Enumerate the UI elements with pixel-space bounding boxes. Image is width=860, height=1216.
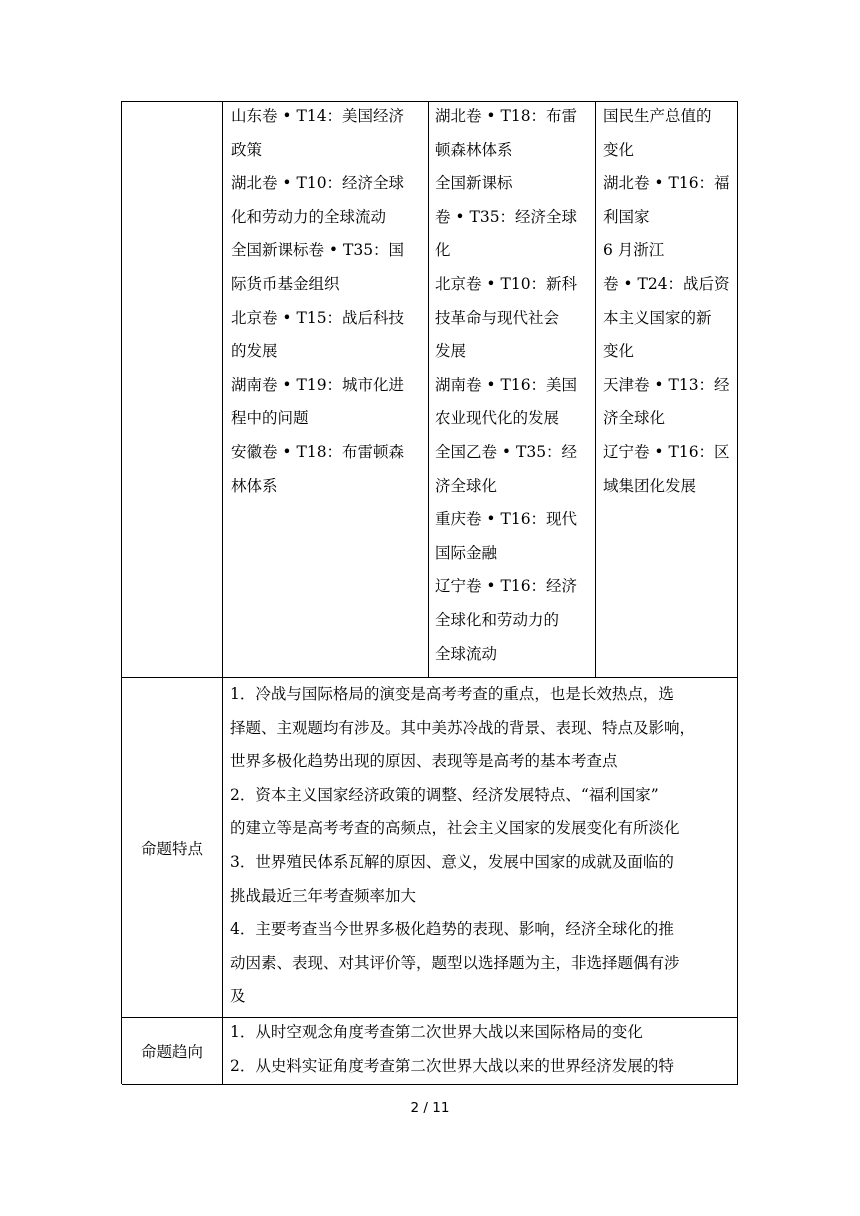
text-line: 辽宁卷 • T16：经济 bbox=[435, 577, 578, 596]
text-line: 的建立等是高考考查的高频点，社会主义国家的发展变化有所淡化 bbox=[230, 819, 680, 838]
table-row-proposition-features bbox=[122, 678, 738, 1018]
text-line: 全球流动 bbox=[435, 644, 498, 663]
text-line: 重庆卷 • T16：现代 bbox=[435, 510, 578, 529]
text-line: 6 月浙江 bbox=[603, 241, 665, 260]
text-line: 政策 bbox=[231, 140, 263, 159]
text-line: 4．主要考查当今世界多极化趋势的表现、影响，经济全球化的推 bbox=[230, 920, 674, 939]
exam-papers-column-1 bbox=[223, 102, 429, 677]
text-line: 湖北卷 • T16：福 bbox=[603, 174, 730, 193]
text-line: 动因素、表现、对其评价等，题型以选择题为主，非选择题偶有涉 bbox=[230, 953, 680, 972]
text-line: 北京卷 • T15：战后科技 bbox=[231, 308, 405, 327]
proposition-features-content bbox=[223, 678, 738, 1017]
text-line: 利国家 bbox=[603, 207, 650, 226]
text-line: 国际金融 bbox=[435, 543, 498, 562]
proposition-trends-content bbox=[223, 1018, 738, 1084]
text-line: 天津卷 • T13：经 bbox=[603, 375, 730, 394]
text-line: 域集团化发展 bbox=[603, 476, 697, 495]
text-line: 湖北卷 • T18：布雷 bbox=[435, 107, 578, 125]
text-line: 化和劳动力的全球流动 bbox=[231, 207, 387, 226]
text-line: 湖北卷 • T10：经济全球 bbox=[231, 174, 405, 193]
exam-analysis-table bbox=[121, 101, 738, 1084]
text-line: 的发展 bbox=[231, 342, 278, 361]
text-line: 济全球化 bbox=[603, 409, 666, 428]
text-line: 顿森林体系 bbox=[435, 140, 513, 159]
row-label-proposition-features: 命题特点 bbox=[140, 839, 203, 858]
text-line: 湖南卷 • T19：城市化进 bbox=[231, 375, 405, 394]
text-line: 本主义国家的新 bbox=[603, 308, 712, 327]
table-row-proposition-trends bbox=[122, 1018, 738, 1085]
text-line: 化 bbox=[435, 241, 451, 260]
text-line: 国民生产总值的 bbox=[603, 107, 712, 125]
table-row-exam-papers bbox=[122, 102, 738, 678]
text-line: 变化 bbox=[603, 140, 635, 159]
text-line: 全国新课标 bbox=[435, 174, 513, 193]
text-line: 湖南卷 • T16：美国 bbox=[435, 375, 578, 394]
text-line: 际货币基金组织 bbox=[231, 274, 340, 293]
text-line: 1．从时空观念角度考查第二次世界大战以来国际格局的变化 bbox=[230, 1023, 643, 1041]
text-line: 2．资本主义国家经济政策的调整、经济发展特点、“福利国家” bbox=[230, 785, 659, 804]
text-line: 山东卷 • T14：美国经济 bbox=[231, 107, 405, 125]
text-line: 林体系 bbox=[231, 476, 278, 495]
text-line: 卷 • T24：战后资 bbox=[603, 274, 730, 293]
row-label-cell bbox=[122, 102, 223, 677]
text-line: 辽宁卷 • T16：区 bbox=[603, 442, 730, 461]
text-line: 变化 bbox=[603, 342, 635, 361]
text-line: 技革命与现代社会 bbox=[435, 308, 560, 327]
exam-papers-column-2 bbox=[429, 102, 596, 677]
text-line: 全国乙卷 • T35：经 bbox=[435, 442, 578, 461]
text-line: 3．世界殖民体系瓦解的原因、意义，发展中国家的成就及面临的 bbox=[230, 852, 674, 871]
text-line: 程中的问题 bbox=[231, 409, 309, 428]
row-label-cell bbox=[122, 1018, 223, 1084]
text-line: 挑战最近三年考查频率加大 bbox=[230, 886, 417, 905]
text-line: 农业现代化的发展 bbox=[435, 409, 560, 428]
text-line: 2．从史料实证角度考查第二次世界大战以来的世界经济发展的特 bbox=[230, 1056, 674, 1075]
text-line: 北京卷 • T10：新科 bbox=[435, 274, 578, 293]
row-label-proposition-trends: 命题趋向 bbox=[140, 1043, 203, 1061]
text-line: 全国新课标卷 • T35：国 bbox=[231, 241, 405, 260]
row-label-cell bbox=[122, 678, 223, 1017]
text-line: 及 bbox=[230, 987, 246, 1006]
text-line: 全球化和劳动力的 bbox=[435, 610, 560, 629]
text-line: 卷 • T35：经济全球 bbox=[435, 207, 578, 226]
text-line: 安徽卷 • T18：布雷顿森 bbox=[231, 442, 405, 461]
exam-papers-column-3 bbox=[596, 102, 738, 677]
text-line: 世界多极化趋势出现的原因、表现等是高考的基本考查点 bbox=[230, 752, 618, 771]
text-line: 发展 bbox=[435, 342, 467, 361]
text-line: 1．冷战与国际格局的演变是高考考查的重点，也是长效热点，选 bbox=[230, 685, 674, 703]
page-number: 2 / 11 bbox=[410, 1100, 450, 1116]
text-line: 济全球化 bbox=[435, 476, 498, 495]
text-line: 择题、主观题均有涉及。其中美苏冷战的背景、表现、特点及影响， bbox=[230, 718, 696, 737]
